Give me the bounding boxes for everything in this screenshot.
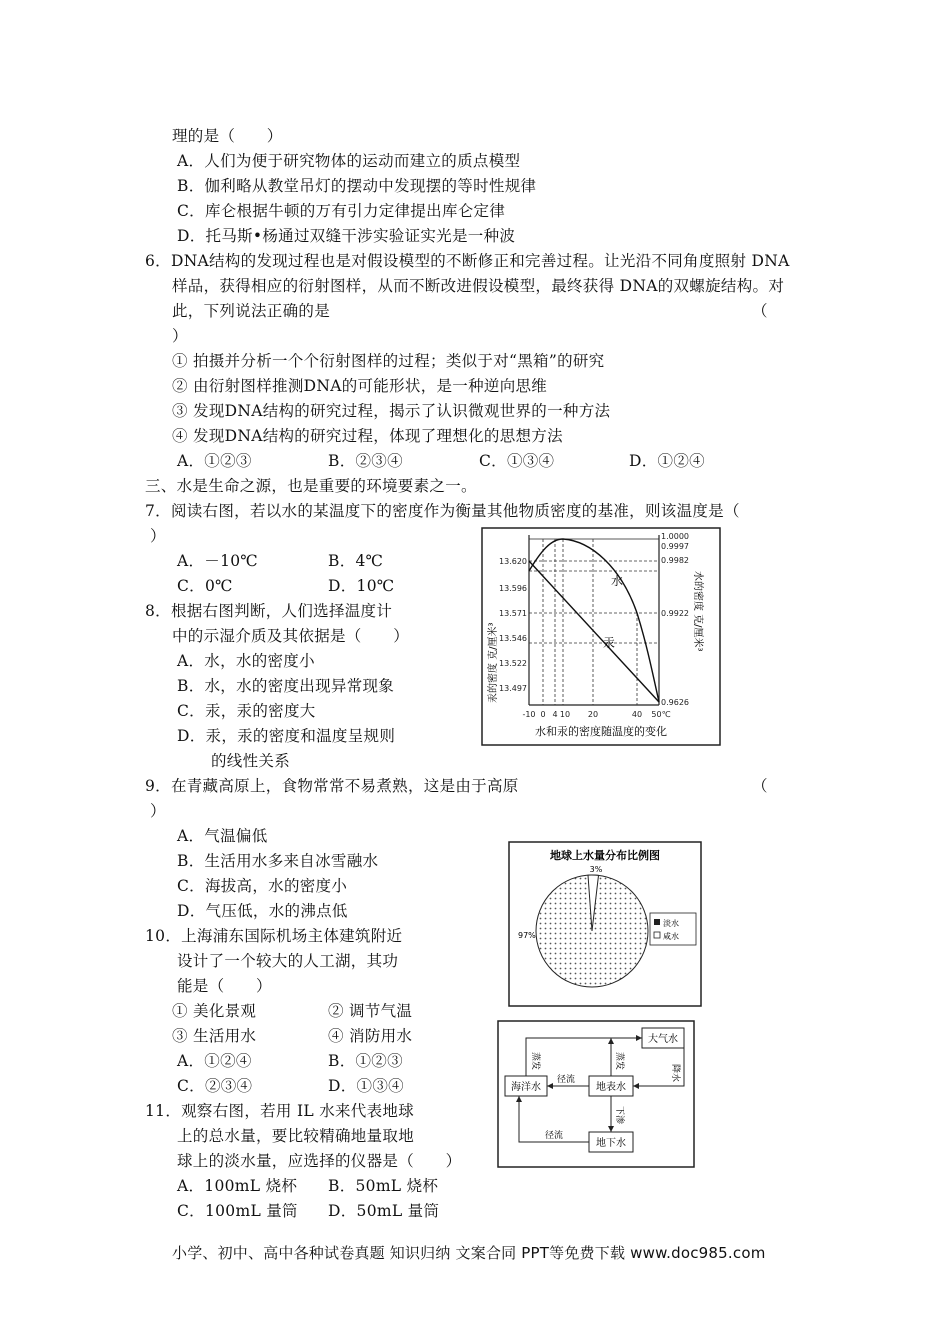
x-tick-label: 10 xyxy=(559,710,571,719)
q7-option-d: D．10℃ xyxy=(328,577,395,595)
q11-stem-line1: 11．观察右图，若用 IL 水来代表地球 xyxy=(145,1102,414,1120)
q6-statement-1: ① 拍摄并分析一个个衍射图样的过程；类似于对“黑箱”的研究 xyxy=(172,352,605,370)
left-tick-label: 13.596 xyxy=(499,584,527,593)
x-tick-label: 50℃ xyxy=(651,710,671,719)
density-chart xyxy=(481,527,721,747)
q6-paren-open: （ xyxy=(752,302,768,320)
label-runoff-surface: 径流 xyxy=(557,1075,576,1085)
q6-paren-close: ） xyxy=(172,327,188,345)
box-atmosphere: 大气水 xyxy=(648,1034,678,1045)
q8-option-a: A．水，水的密度小 xyxy=(177,652,315,670)
right-axis-title: 水的密度 克/厘米³ xyxy=(692,571,703,652)
q5-option-c: C．库仑根据牛顿的万有引力定律提出库仑定律 xyxy=(177,202,506,220)
legend-fresh: 淡水 xyxy=(663,919,679,928)
q5-option-b: B．伽利略从教堂吊灯的摆动中发现摆的等时性规律 xyxy=(177,177,537,195)
x-tick-label: 0 xyxy=(540,710,546,719)
q9-option-c: C．海拔高，水的密度小 xyxy=(177,877,348,895)
label-infiltration: 下渗 xyxy=(614,1106,624,1125)
q6-stem-line2: 样品，获得相应的衍射图样，从而不断改进假设模型，最终获得 DNA的双螺旋结构。对 xyxy=(172,277,785,295)
right-tick-label: 0.9982 xyxy=(661,556,689,565)
q8-option-d-line2: 的线性关系 xyxy=(211,752,291,770)
q9-option-b: B．生活用水多来自冰雪融水 xyxy=(177,852,379,870)
box-ground: 地下水 xyxy=(596,1138,626,1149)
label-precipitation: 降水 xyxy=(670,1064,680,1083)
right-tick-label: 0.9922 xyxy=(661,609,689,618)
q6-option-c: C．①③④ xyxy=(479,452,555,470)
q10-statement-3: ③ 生活用水 xyxy=(172,1027,257,1045)
q11-stem-line3: 球上的淡水量，应选择的仪器是（ ） xyxy=(177,1152,462,1170)
q6-stem-line3: 此，下列说法正确的是 xyxy=(172,302,331,320)
q8-option-d-line1: D．汞，汞的密度和温度呈规则 xyxy=(177,727,396,745)
q9-paren-close: ） xyxy=(150,802,166,820)
q10-option-c: C．②③④ xyxy=(177,1077,253,1095)
q9-option-a: A．气温偏低 xyxy=(177,827,268,845)
legend-salt: 咸水 xyxy=(663,932,679,941)
left-axis-title: 汞的密度 克/厘米³ xyxy=(488,622,499,703)
q5-stem: 理的是（ ） xyxy=(172,127,283,145)
left-tick-label: 13.546 xyxy=(499,634,527,643)
q10-stem-line2: 设计了一个较大的人工湖，其功 xyxy=(177,952,399,970)
q7-option-a: A．－10℃ xyxy=(177,552,259,570)
water-distribution-pie xyxy=(508,841,702,1007)
chart-caption: 水和汞的密度随温度的变化 xyxy=(535,725,667,738)
q6-option-d: D．①②④ xyxy=(629,452,705,470)
label-evaporation-sea: 蒸发 xyxy=(530,1052,540,1071)
q9-paren-open: （ xyxy=(752,777,768,795)
q8-stem-line1: 8．根据右图判断，人们选择温度计 xyxy=(145,602,393,620)
q10-statement-4: ④ 消防用水 xyxy=(328,1027,413,1045)
q8-option-b: B．水，水的密度出现异常现象 xyxy=(177,677,395,695)
q10-option-a: A．①②④ xyxy=(177,1052,252,1070)
water-curve-label: 水 xyxy=(611,574,624,588)
q11-option-d: D．50mL 量筒 xyxy=(328,1202,440,1220)
q9-option-d: D．气压低，水的沸点低 xyxy=(177,902,348,920)
q7-option-b: B．4℃ xyxy=(328,552,384,570)
box-surface: 地表水 xyxy=(596,1082,626,1093)
x-tick-label: 40 xyxy=(631,710,643,719)
q11-stem-line2: 上的总水量，要比较精确地量取地 xyxy=(177,1127,415,1145)
x-tick-label: 4 xyxy=(552,710,558,719)
q7-stem-line1: 7．阅读右图，若以水的某温度下的密度作为衡量其他物质密度的基准，则该温度是（ xyxy=(145,502,740,520)
q9-stem-line1: 9．在青藏高原上，食物常常不易煮熟，这是由于高原 xyxy=(145,777,519,795)
q5-option-d: D．托马斯•杨通过双缝干涉实验证实光是一种波 xyxy=(177,227,516,245)
q8-option-c: C．汞，汞的密度大 xyxy=(177,702,316,720)
pie-title: 地球上水量分布比例图 xyxy=(550,849,660,862)
right-tick-label: 0.9626 xyxy=(661,698,689,707)
pie-label-97: 97% xyxy=(518,931,536,940)
left-tick-label: 13.620 xyxy=(499,557,527,566)
q11-option-c: C．100mL 量筒 xyxy=(177,1202,298,1220)
left-tick-label: 13.522 xyxy=(499,659,527,668)
q11-option-a: A．100mL 烧杯 xyxy=(177,1177,298,1195)
right-tick-label: 0.9997 xyxy=(661,542,689,551)
x-tick-label: 20 xyxy=(587,710,599,719)
right-tick-label: 1.0000 xyxy=(661,532,689,541)
page-footer: 小学、初中、高中各种试卷真题 知识归纳 文案合同 PPT等免费下载 www.doc985.com xyxy=(172,1244,766,1262)
q6-statement-2: ② 由衍射图样推测DNA的可能形状，是一种逆向思维 xyxy=(172,377,548,395)
left-tick-label: 13.497 xyxy=(499,684,527,693)
q10-option-b: B．①②③ xyxy=(328,1052,403,1070)
q6-statement-4: ④ 发现DNA结构的研究过程，体现了理想化的思想方法 xyxy=(172,427,563,445)
water-cycle-diagram xyxy=(497,1020,695,1168)
box-sea: 海洋水 xyxy=(511,1082,541,1093)
q5-option-a: A．人们为便于研究物体的运动而建立的质点模型 xyxy=(177,152,521,170)
q10-statement-1: ① 美化景观 xyxy=(172,1002,257,1020)
q10-stem-line1: 10．上海浦东国际机场主体建筑附近 xyxy=(145,927,403,945)
q6-statement-3: ③ 发现DNA结构的研究过程，揭示了认识微观世界的一种方法 xyxy=(172,402,611,420)
q10-option-d: D．①③④ xyxy=(328,1077,404,1095)
label-runoff-ground: 径流 xyxy=(545,1131,564,1141)
left-tick-label: 13.571 xyxy=(499,609,527,618)
x-tick-label: -10 xyxy=(522,710,536,719)
q10-statement-2: ② 调节气温 xyxy=(328,1002,413,1020)
q8-stem-line2: 中的示湿介质及其依据是（ ） xyxy=(172,627,410,645)
q7-stem-line2: ） xyxy=(150,527,166,545)
q10-stem-line3: 能是（ ） xyxy=(177,977,272,995)
section-heading: 三、水是生命之源，也是重要的环境要素之一。 xyxy=(145,477,477,495)
q6-stem-line1: 6．DNA结构的发现过程也是对假设模型的不断修正和完善过程。让光沿不同角度照射 DNA xyxy=(145,252,790,270)
mercury-curve-label: 汞 xyxy=(603,636,616,650)
q11-option-b: B．50mL 烧杯 xyxy=(328,1177,439,1195)
q6-option-b: B．②③④ xyxy=(328,452,403,470)
label-evaporation-surface: 蒸发 xyxy=(614,1052,624,1071)
q7-option-c: C．0℃ xyxy=(177,577,233,595)
pie-label-3: 3% xyxy=(589,865,603,874)
q6-option-a: A．①②③ xyxy=(177,452,252,470)
